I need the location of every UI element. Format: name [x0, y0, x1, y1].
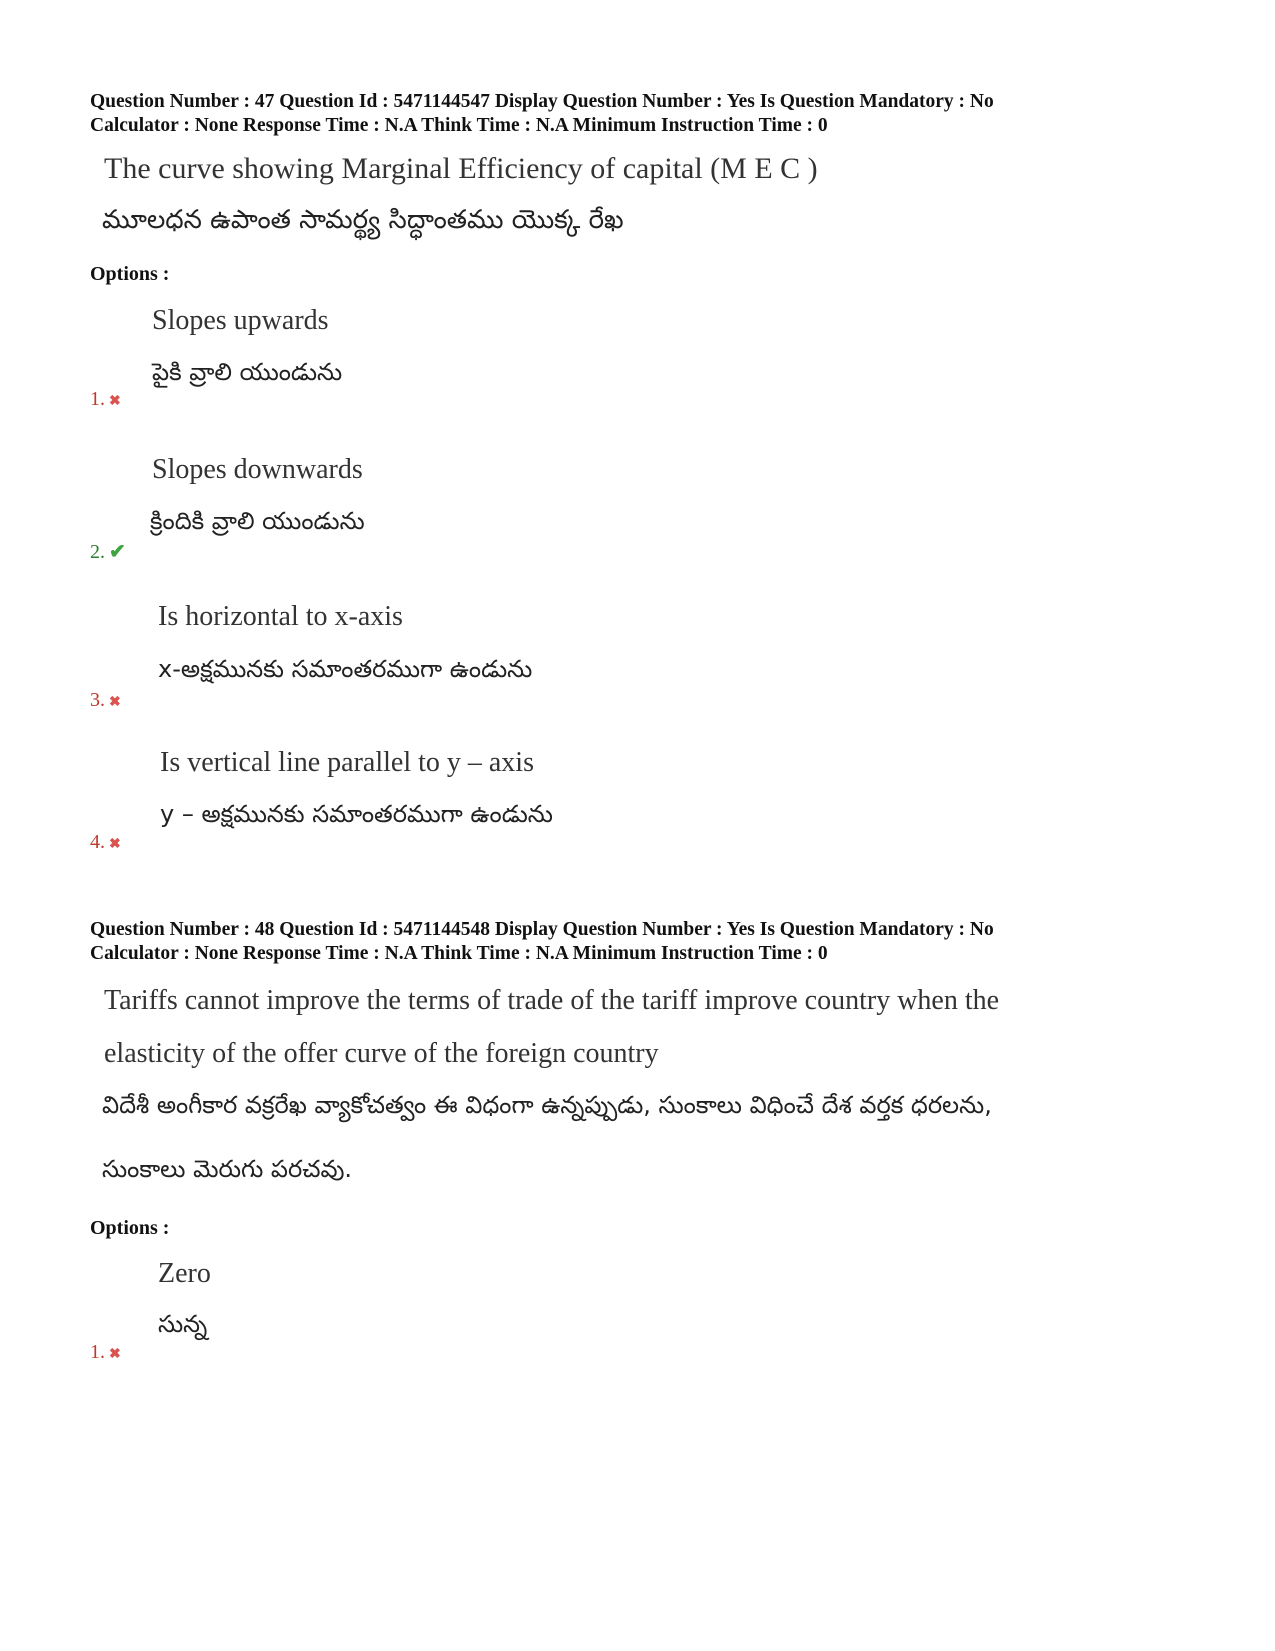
question-stem-telugu-line-2: సుంకాలు మెరుగు పరచవు.: [102, 1155, 353, 1183]
option-2-number: [90, 539, 126, 564]
question-stem-telugu-line-1: విదేశీ అంగీకార వక్రరేఖ వ్యాకోచత్వం ఈ విధంగా ఉన్నప్పుడు, సుంకాలు విధించే దేశ వర్తక ధరలను,: [102, 1091, 992, 1119]
option-1-telugu: సున్న: [158, 1310, 208, 1338]
option-number-text: 2.: [90, 541, 105, 563]
option-3-telugu: x-అక్షమునకు సమాంతరముగా ఉండును: [158, 655, 533, 683]
option-4-english: Is vertical line parallel to y – axis: [160, 747, 534, 778]
option-4-number: [90, 831, 121, 854]
option-number-text: 3.: [90, 689, 105, 711]
cross-icon: ✖: [109, 1347, 121, 1362]
option-1-number: [90, 1341, 121, 1364]
option-2-telugu: క్రిందికి వ్రాలి యుండును: [150, 507, 365, 535]
question-meta-line-2: Calculator : None Response Time : N.A Think Time : N.A Minimum Instruction Time : 0: [90, 943, 828, 964]
cross-icon: ✖: [109, 695, 121, 710]
option-1-telugu: పైకి వ్రాలి యుండును: [152, 358, 343, 386]
question-meta-line-1: Question Number : 48 Question Id : 5471144548 Display Question Number : Yes Is Question Mandatory : No: [90, 919, 994, 940]
options-label: Options :: [90, 1217, 170, 1239]
option-1-english: Zero: [158, 1258, 211, 1289]
question-stem-english-line-1: Tariffs cannot improve the terms of trade of the tariff improve country when the: [104, 985, 1000, 1016]
cross-icon: ✖: [109, 837, 121, 852]
option-4-telugu: y – అక్షమునకు సమాంతరముగా ఉండును: [160, 800, 553, 828]
option-number-text: 1.: [90, 1341, 105, 1363]
question-meta-line-2: Calculator : None Response Time : N.A Think Time : N.A Minimum Instruction Time : 0: [90, 115, 828, 136]
option-3-english: Is horizontal to x-axis: [158, 601, 403, 632]
question-stem-english: The curve showing Marginal Efficiency of capital (M E C ): [104, 152, 818, 185]
question-meta-line-1: Question Number : 47 Question Id : 5471144547 Display Question Number : Yes Is Question Mandatory : No: [90, 91, 994, 112]
option-1-english: Slopes upwards: [152, 305, 329, 336]
question-stem-telugu: మూలధన ఉపాంత సామర్థ్య సిద్ధాంతము యొక్క రేఖ: [102, 205, 624, 235]
question-stem-english-line-2: elasticity of the offer curve of the foreign country: [104, 1038, 659, 1069]
cross-icon: ✖: [109, 394, 121, 409]
option-2-english: Slopes downwards: [152, 454, 363, 485]
option-number-text: 4.: [90, 831, 105, 853]
option-number-text: 1.: [90, 388, 105, 410]
check-icon: ✔: [109, 541, 126, 563]
option-3-number: [90, 689, 121, 712]
option-1-number: [90, 388, 121, 411]
options-label: Options :: [90, 263, 170, 285]
